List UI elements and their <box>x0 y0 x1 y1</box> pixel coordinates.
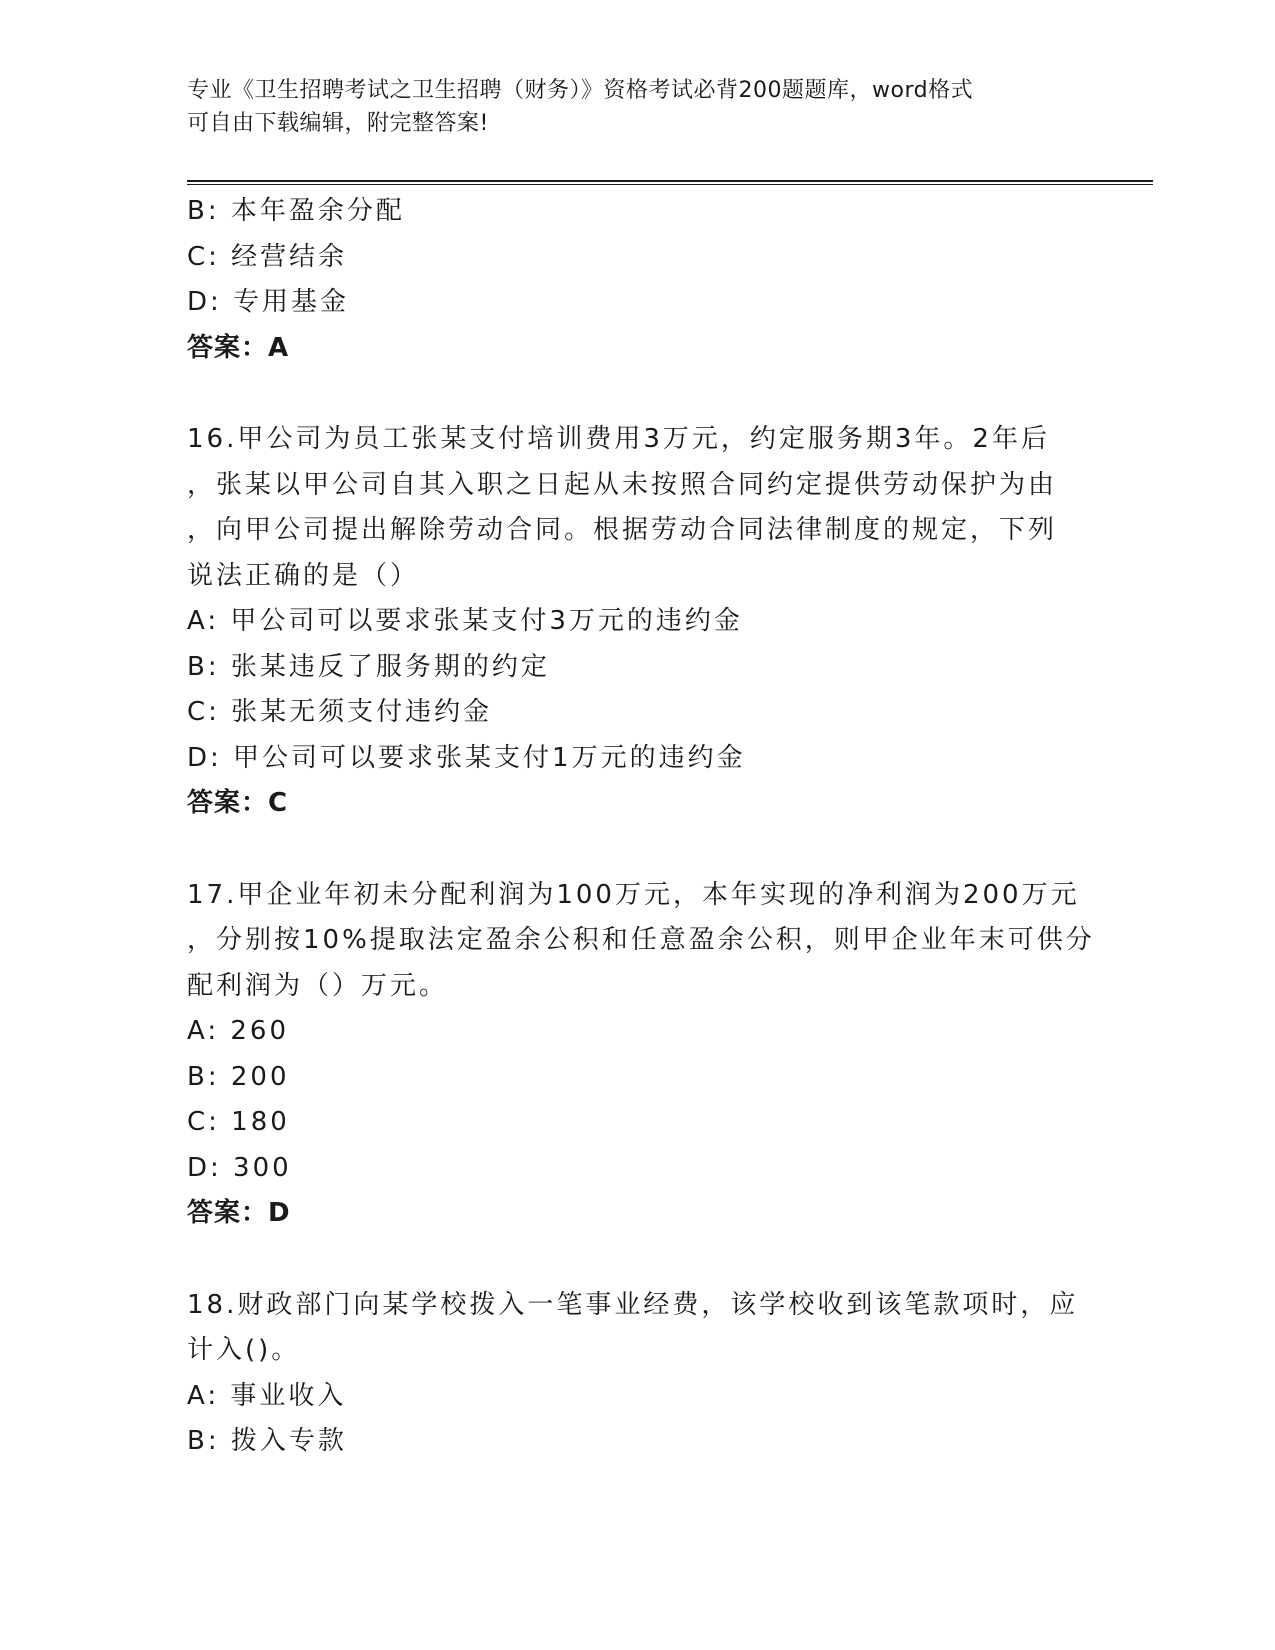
header-title-line-1: 专业《卫生招聘考试之卫生招聘（财务）》资格考试必背200题题库，word格式 <box>187 78 974 103</box>
question-stem-line: 16.甲公司为员工张某支付培训费用3万元，约定服务期3年。2年后 <box>187 424 1050 454</box>
question-stem-line: 18.财政部门向某学校拨入一笔事业经费，该学校收到该笔款项时，应 <box>187 1289 1079 1320</box>
option-b: B: 本年盈余分配 <box>187 196 405 226</box>
answer-line: 答案：C <box>187 788 289 818</box>
document-header <box>187 74 1087 140</box>
option-d: D: 专用基金 <box>187 287 350 317</box>
spacer <box>187 371 1087 417</box>
option-b: B: 拨入专款 <box>187 1426 347 1456</box>
question-17 <box>187 873 1095 1237</box>
question-stem-line: 17.甲企业年初未分配利润为100万元，本年实现的净利润为200万元 <box>187 879 1080 910</box>
header-divider-thick <box>187 180 1153 182</box>
option-a: A: 事业收入 <box>187 1380 347 1411</box>
question-stem-line: 配利润为（）万元。 <box>187 970 449 1001</box>
question-stem-line: ，向甲公司提出解除劳动合同。根据劳动合同法律制度的规定，下列 <box>187 515 1058 545</box>
option-b: B: 200 <box>187 1061 290 1092</box>
option-c: C: 张某无须支付违约金 <box>187 697 493 727</box>
option-a: A: 甲公司可以要求张某支付3万元的违约金 <box>187 606 743 636</box>
header-title-line-2: 可自由下载编辑，附完整答案! <box>187 111 489 136</box>
question-list <box>187 189 1095 1465</box>
spacer <box>187 827 1087 873</box>
option-c: C: 180 <box>187 1107 290 1137</box>
question-16 <box>187 417 1087 827</box>
option-c: C: 经营结余 <box>187 241 348 272</box>
option-d: D: 甲公司可以要求张某支付1万元的违约金 <box>187 742 746 773</box>
header-divider-thin <box>187 184 1153 185</box>
question-stem-line: 说法正确的是（） <box>187 560 420 591</box>
spacer <box>187 1237 1087 1283</box>
question-15-continued <box>187 189 1087 371</box>
answer-line: 答案：A <box>187 332 290 363</box>
question-18 <box>187 1283 1087 1465</box>
option-a: A: 260 <box>187 1016 289 1046</box>
question-stem-line: 计入()。 <box>187 1335 301 1365</box>
question-stem-line: ，分别按10%提取法定盈余公积和任意盈余公积，则甲企业年末可供分 <box>187 925 1095 955</box>
option-b: B: 张某违反了服务期的约定 <box>187 651 550 682</box>
question-stem-line: ，张某以甲公司自其入职之日起从未按照合同约定提供劳动保护为由 <box>187 469 1058 500</box>
answer-line: 答案：D <box>187 1198 291 1228</box>
option-d: D: 300 <box>187 1152 292 1183</box>
